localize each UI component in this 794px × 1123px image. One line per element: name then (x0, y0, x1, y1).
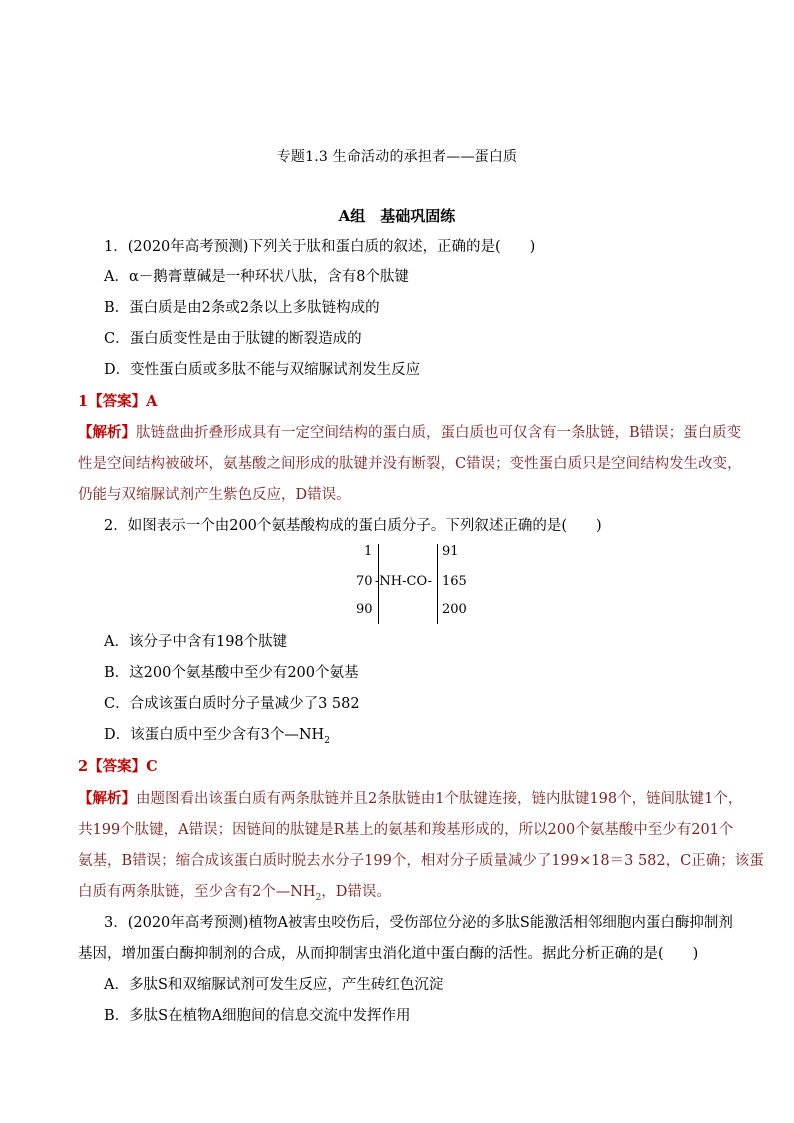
right-label-top: 91 (442, 544, 459, 559)
q2-option-c: C．合成该蛋白质时分子量减少了3 582 (104, 696, 360, 712)
q2-analysis-text-1: 由题图看出该蛋白质有两条肽链并且2条肽链由1个肽键连接，链内肽键198个，链间肽键1个， (136, 791, 743, 807)
q2-analysis-line-1 (78, 789, 742, 809)
q2-option-d-text: D．该蛋白质中至少含有3个—NH (104, 727, 325, 743)
peptide-bond-label: -NH-CO- (375, 574, 432, 589)
q2-analysis-subscript: 2 (315, 892, 322, 903)
q2-answer-tag: 2【答案】 (78, 758, 147, 775)
q2-analysis-line-4 (78, 882, 391, 908)
left-label-bottom: 90 (356, 602, 373, 617)
q1-option-b: B．蛋白质是由2条或2条以上多肽链构成的 (104, 300, 380, 316)
q1-option-d: D．变性蛋白质或多肽不能与双缩脲试剂发生反应 (104, 362, 421, 378)
q3-option-a: A．多肽S和双缩脲试剂可发生反应，产生砖红色沉淀 (104, 977, 444, 993)
q2-analysis-line-3: 氨基，B错误；缩合成该蛋白质时脱去水分子199个，相对分子质量减少了199×18＝3 582，C正确；该蛋 (78, 853, 764, 869)
q2-analysis-tag: 【解析】 (78, 790, 136, 807)
q3-stem-line-2: 基因，增加蛋白酶抑制剂的合成，从而抑制害虫消化道中蛋白酶的活性。据此分析正确的是( ) (78, 946, 699, 962)
left-label-top: 1 (364, 544, 373, 559)
q1-analysis-line-1 (78, 423, 741, 443)
q2-analysis-text-4b: ，D错误。 (321, 884, 391, 900)
q2-option-a: A．该分子中含有198个肽键 (104, 634, 288, 650)
page-title: 专题1.3 生命活动的承担者——蛋白质 (276, 149, 518, 165)
q1-stem: 1．(2020年高考预测)下列关于肽和蛋白质的叙述，正确的是( ) (104, 239, 536, 255)
left-label-mid: 70 (356, 574, 373, 589)
right-label-bottom: 200 (442, 602, 467, 617)
q1-answer-tag: 1【答案】 (78, 393, 147, 410)
q3-stem-line-1: 3．(2020年高考预测)植物A被害虫咬伤后，受伤部位分泌的多肽S能激活相邻细胞内蛋白酶抑制剂 (104, 915, 733, 931)
q1-analysis-text-1: 肽链盘曲折叠形成具有一定空间结构的蛋白质，蛋白质也可仅含有一条肽链，B错误；蛋白质变 (136, 425, 742, 441)
q1-answer-line (78, 392, 157, 412)
chain-line-right (437, 544, 438, 624)
q1-option-a: A．α－鹅膏蕈碱是一种环状八肽，含有8个肽键 (104, 269, 409, 285)
right-label-mid: 165 (442, 574, 467, 589)
section-heading: A组 基础巩固练 (338, 207, 456, 225)
q1-answer: A (146, 393, 158, 410)
q2-analysis-line-2: 共199个肽键，A错误；因链间的肽键是R基上的氨基和羧基形成的，所以200个氨基酸中至少有201个 (78, 822, 734, 838)
q1-analysis-line-3: 仍能与双缩脲试剂产生紫色反应，D错误。 (78, 487, 351, 503)
q2-analysis-text-4a: 白质有两条肽链，至少含有2个—NH (78, 884, 316, 900)
q2-option-b: B．这200个氨基酸中至少有200个氨基 (104, 665, 359, 681)
q2-stem: 2．如图表示一个由200个氨基酸构成的蛋白质分子。下列叙述正确的是( ) (104, 518, 602, 534)
q1-option-c: C．蛋白质变性是由于肽键的断裂造成的 (104, 331, 362, 347)
q2-option-d-subscript: 2 (324, 735, 330, 746)
q3-option-b: B．多肽S在植物A细胞间的信息交流中发挥作用 (104, 1008, 411, 1024)
q2-answer: C (146, 758, 158, 775)
q2-option-d (104, 725, 330, 751)
q1-analysis-tag: 【解析】 (78, 424, 136, 441)
peptide-chain-diagram (350, 540, 480, 625)
q1-analysis-line-2: 性是空间结构被破坏，氨基酸之间形成的肽键并没有断裂，C错误；变性蛋白质只是空间结构发生改变， (78, 456, 742, 472)
q2-answer-line (78, 757, 158, 777)
